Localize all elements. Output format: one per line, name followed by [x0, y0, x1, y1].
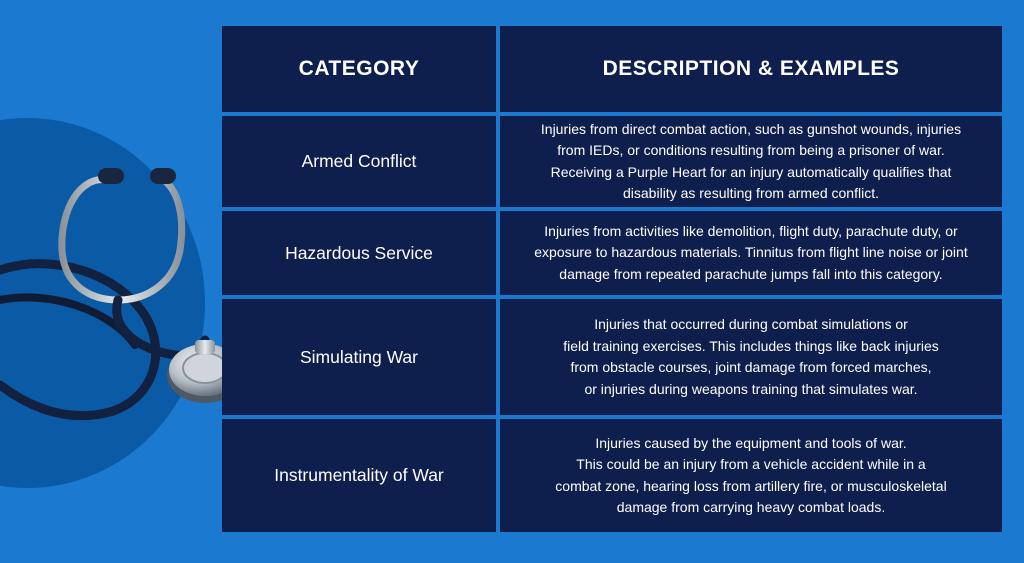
category-simulating-war: Simulating War [222, 299, 496, 415]
description-line: Injuries that occurred during combat simulations or [594, 316, 908, 332]
description-line: combat zone, hearing loss from artillery fire, or musculoskeletal [555, 477, 947, 494]
category-armed-conflict: Armed Conflict [222, 116, 496, 207]
description-line: field training exercises. This includes things like back injuries [563, 337, 939, 354]
description-instrumentality-of-war [500, 419, 1002, 532]
description-line: disability as resulting from armed conflict. [623, 185, 879, 201]
description-armed-conflict [500, 116, 1002, 207]
description-line: from IEDs, or conditions resulting from being a prisoner of war. [557, 142, 945, 158]
description-line: exposure to hazardous materials. Tinnitus from flight line noise or joint [534, 244, 968, 261]
description-line: Injuries from direct combat action, such as gunshot wounds, injuries [540, 120, 962, 137]
stethoscope-icon [0, 150, 250, 430]
category-hazardous-service: Hazardous Service [222, 211, 496, 295]
description-line: damage from carrying heavy combat loads. [616, 499, 886, 515]
description-simulating-war [500, 299, 1002, 415]
header-description: DESCRIPTION & EXAMPLES [500, 26, 1002, 112]
header-category: CATEGORY [222, 26, 496, 112]
description-line: Injuries from activities like demolition, flight duty, parachute duty, or [544, 222, 958, 239]
description-line: This could be an injury from a vehicle accident while in a [576, 456, 926, 472]
description-line: from obstacle courses, joint damage from forced marches, [570, 359, 932, 375]
category-instrumentality-of-war: Instrumentality of War [222, 419, 496, 532]
description-line: Receiving a Purple Heart for an injury automatically qualifies that [550, 163, 952, 180]
description-line: or injuries during weapons training that simulates war. [584, 380, 918, 397]
categories-table [222, 26, 1002, 532]
description-line: damage from repeated parachute jumps fall into this category. [559, 265, 943, 282]
description-hazardous-service [500, 211, 1002, 295]
description-line: Injuries caused by the equipment and tools of war. [595, 434, 907, 451]
